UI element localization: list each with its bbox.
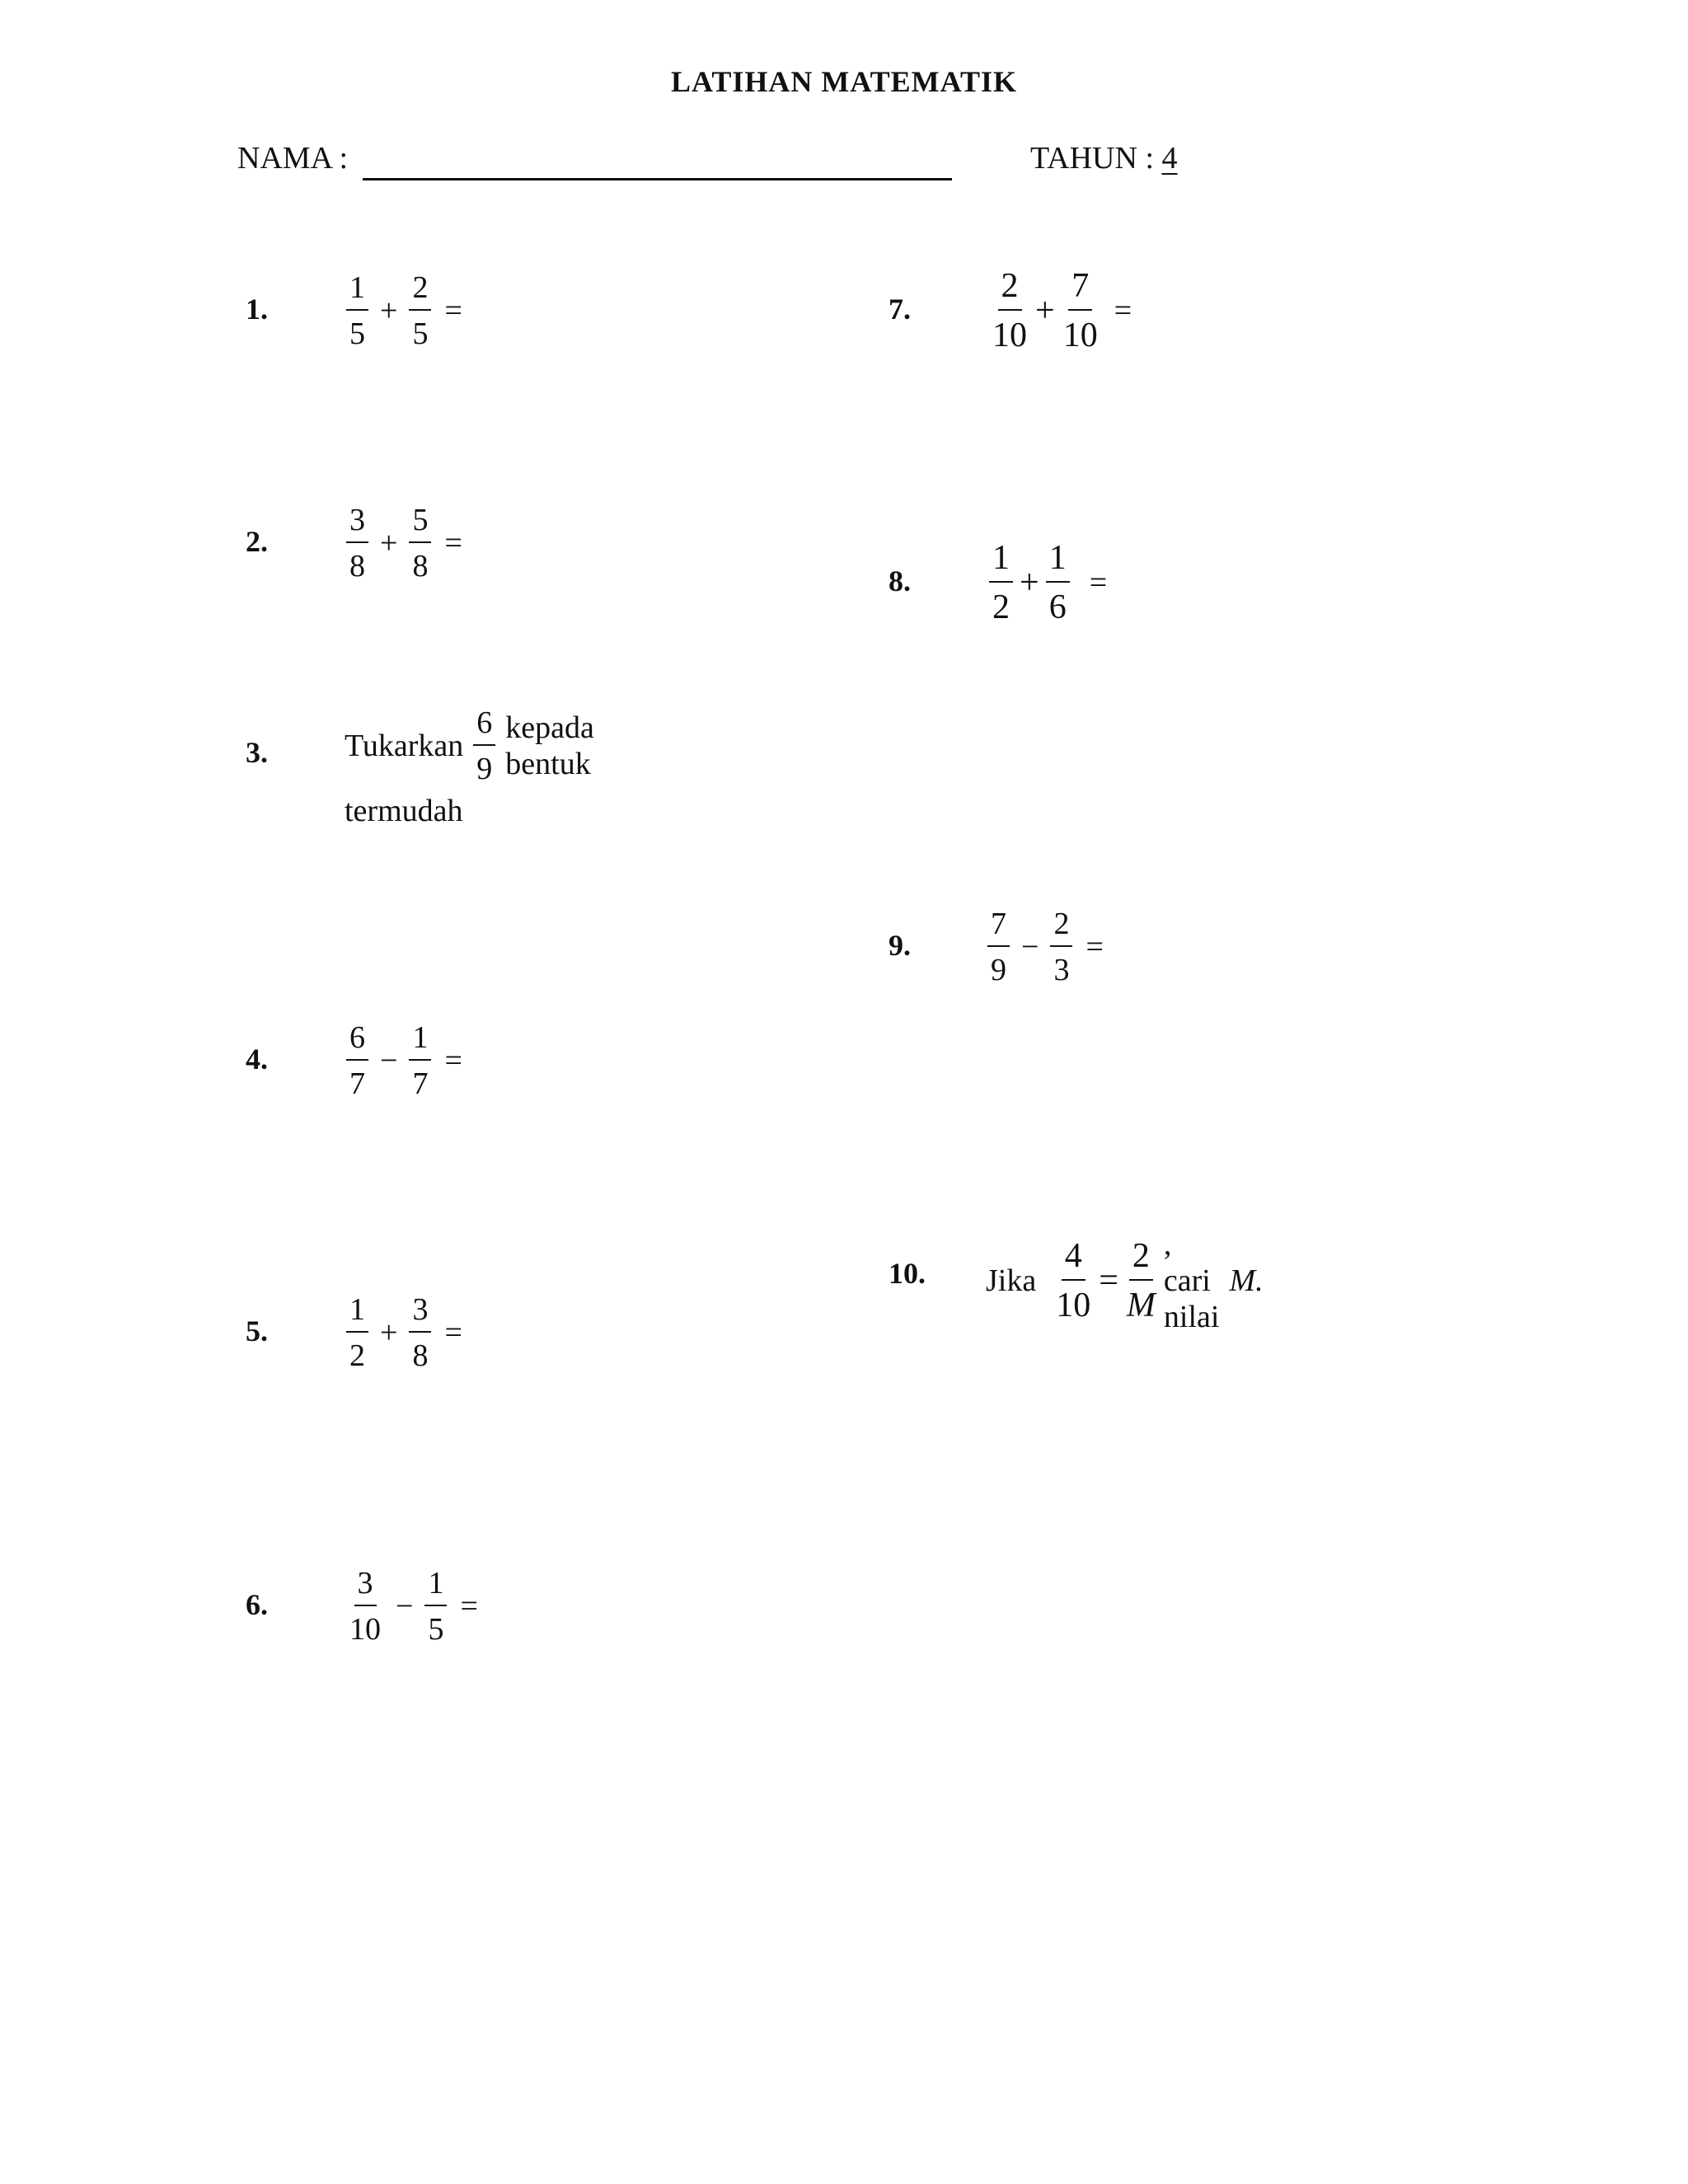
question-expression	[989, 541, 1107, 625]
equals-sign: =	[444, 293, 462, 328]
numerator: 1	[346, 1294, 368, 1333]
denominator: 5	[349, 316, 365, 351]
equals-sign: =	[444, 1043, 462, 1078]
operator: −	[1021, 930, 1039, 964]
denominator: 7	[349, 1066, 365, 1101]
denominator: 7	[412, 1066, 429, 1101]
numerator: 3	[354, 1568, 377, 1606]
numerator: 6	[346, 1022, 368, 1061]
operator: +	[380, 1315, 398, 1350]
denominator: 2	[992, 588, 1010, 626]
question-number: 10.	[889, 1257, 926, 1290]
fraction	[987, 908, 1010, 986]
fraction	[1050, 908, 1072, 986]
fraction	[346, 1022, 368, 1099]
equals-sign: =	[460, 1589, 478, 1624]
variable: M.	[1229, 1263, 1264, 1298]
numerator: 7	[1068, 269, 1092, 311]
numerator: 2	[1129, 1239, 1153, 1281]
operator: −	[380, 1043, 398, 1078]
denominator: 2	[349, 1338, 365, 1373]
numerator: 2	[1050, 908, 1072, 947]
operator: +	[1020, 564, 1039, 602]
numerator: 1	[346, 272, 368, 311]
denominator: 6	[1048, 588, 1067, 626]
nama-answer-line[interactable]	[363, 178, 952, 180]
equals-sign: =	[1114, 293, 1132, 328]
denominator: M	[1126, 1286, 1156, 1324]
question-number: 5.	[246, 1315, 268, 1347]
denominator: 10	[992, 316, 1027, 354]
question-number: 6.	[246, 1588, 268, 1621]
fraction	[1053, 1239, 1094, 1323]
fraction	[1060, 269, 1101, 353]
operator: +	[380, 526, 398, 560]
denominator: 5	[428, 1612, 444, 1647]
question-text: Jika	[986, 1263, 1037, 1298]
question-text-line2: termudah	[345, 794, 463, 828]
question-number: 1.	[246, 293, 268, 326]
question-number: 8.	[889, 565, 911, 598]
fraction	[409, 1022, 431, 1099]
numerator: 4	[1062, 1239, 1085, 1281]
nama-label: NAMA :	[237, 141, 349, 176]
question-expression	[346, 1294, 462, 1371]
numerator: 6	[473, 707, 495, 746]
equals-sign: =	[1099, 1262, 1118, 1300]
equals-sign: =	[1085, 930, 1104, 964]
denominator: 9	[991, 953, 1006, 987]
fraction	[409, 1294, 431, 1371]
operator: +	[380, 293, 398, 328]
question-expression	[346, 504, 462, 582]
fraction	[346, 504, 368, 582]
numerator: 3	[346, 504, 368, 543]
question-number: 7.	[889, 293, 911, 326]
question-expression	[346, 1568, 478, 1645]
denominator: 10	[349, 1612, 381, 1647]
numerator: 7	[987, 908, 1010, 947]
fraction	[989, 541, 1013, 625]
fraction	[409, 272, 431, 349]
question-text: kepada bentuk	[505, 710, 594, 781]
question-expression	[345, 707, 594, 785]
question-text: Tukarkan	[345, 729, 464, 763]
question-expression	[986, 1226, 1264, 1335]
denominator: 8	[412, 549, 429, 583]
question-number: 3.	[246, 736, 268, 769]
numerator: 1	[989, 541, 1013, 583]
fraction	[424, 1568, 447, 1645]
equals-sign: =	[444, 1315, 462, 1350]
denominator: 10	[1056, 1286, 1091, 1324]
question-text: , cari nilai	[1163, 1227, 1220, 1334]
worksheet-title: LATIHAN MATEMATIK	[670, 65, 1017, 98]
numerator: 2	[998, 269, 1022, 311]
fraction	[989, 269, 1030, 353]
question-expression	[346, 272, 462, 349]
denominator: 8	[412, 1338, 429, 1373]
denominator: 8	[349, 549, 365, 583]
fraction	[346, 1294, 368, 1371]
denominator: 3	[1053, 953, 1070, 987]
operator: +	[1035, 292, 1055, 330]
numerator: 2	[409, 272, 431, 311]
denominator: 5	[412, 316, 429, 351]
operator: −	[396, 1589, 414, 1624]
numerator: 1	[409, 1022, 431, 1061]
question-number: 2.	[246, 525, 268, 558]
tahun-label: TAHUN :	[1030, 141, 1154, 176]
question-expression	[987, 908, 1104, 986]
fraction	[346, 272, 368, 349]
question-number: 4.	[246, 1043, 268, 1076]
numerator: 5	[409, 504, 431, 543]
numerator: 1	[1046, 541, 1070, 583]
question-expression	[989, 269, 1132, 353]
equals-sign: =	[444, 526, 462, 560]
tahun-value: 4	[1161, 141, 1178, 176]
denominator: 9	[476, 752, 493, 786]
question-expression	[346, 1022, 462, 1099]
tahun-field	[1030, 140, 1178, 176]
equals-sign: =	[1089, 565, 1108, 600]
denominator: 10	[1062, 316, 1098, 354]
numerator: 3	[409, 1294, 431, 1333]
fraction	[1046, 541, 1070, 625]
fraction	[1123, 1239, 1159, 1323]
numerator: 1	[424, 1568, 447, 1606]
question-number: 9.	[889, 929, 911, 962]
fraction	[409, 504, 431, 582]
fraction	[346, 1568, 384, 1645]
fraction	[473, 707, 495, 785]
